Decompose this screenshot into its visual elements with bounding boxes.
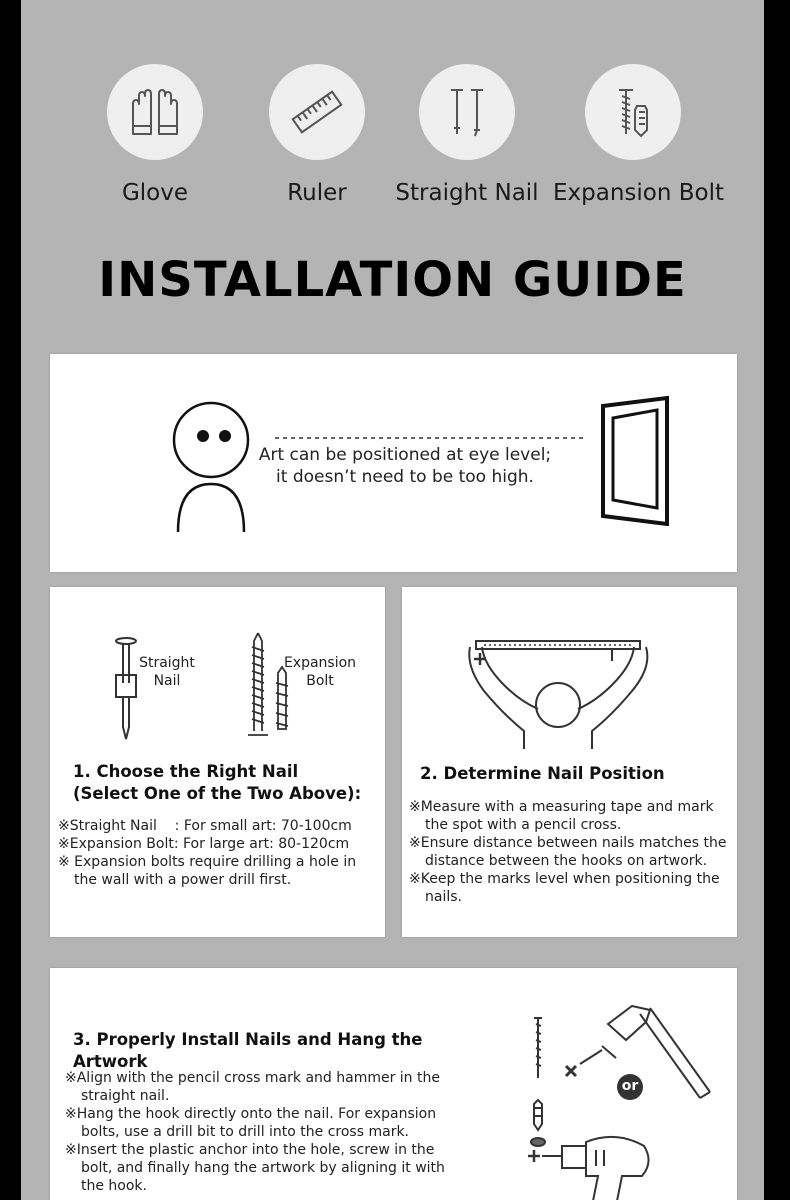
step3-card — [50, 968, 737, 1200]
eye-level-text: Art can be positioned at eye level; it doesn’t need to be too high. — [258, 445, 552, 487]
step1-card — [50, 587, 385, 937]
step2-notes — [409, 798, 734, 906]
tool-glove — [75, 64, 235, 206]
note-item: ※Hang the hook directly onto the nail. For expansion bolts, use a drill bit to drill into the cross mark. — [65, 1106, 437, 1140]
step3-title: 3. Properly Install Nails and Hang the Artwork — [73, 1030, 423, 1071]
step1-title: 1. Choose the Right Nail (Select One of the Two Above): — [73, 762, 362, 803]
step2-title: 2. Determine Nail Position — [420, 764, 665, 783]
measuring-person-illustration — [464, 631, 654, 751]
step1-notes — [58, 817, 376, 889]
tool-label: Ruler — [287, 180, 347, 206]
tool-label: Straight Nail — [395, 180, 539, 206]
straight-nail-icon — [437, 82, 497, 142]
note-item: ※Straight Nail : For small art: 70-100cm — [58, 818, 352, 834]
note-item: ※Measure with a measuring tape and mark the spot with a pencil cross. — [409, 799, 714, 833]
eye-level-card — [50, 354, 737, 572]
note-item: ※Expansion Bolt: For large art: 80-120cm — [58, 836, 350, 852]
note-item: ※Keep the marks level when positioning the nails. — [409, 871, 720, 905]
tool-label: Glove — [121, 180, 189, 206]
picture-frame-icon — [597, 396, 677, 526]
ruler-icon — [287, 82, 347, 142]
tool-straight-nail — [387, 64, 547, 206]
note-item: ※Align with the pencil cross mark and hammer in the straight nail. — [65, 1070, 440, 1104]
dashed-guide-line — [275, 436, 595, 440]
step2-card — [402, 587, 737, 937]
step3-notes — [65, 1069, 455, 1195]
tool-expansion-bolt — [553, 64, 725, 206]
or-badge: or — [617, 1074, 643, 1100]
straight-nail-label: Straight Nail — [139, 655, 195, 689]
note-item: ※Insert the plastic anchor into the hole, screw in the bolt, and finally hang the artwork by aligning it with the hook. — [65, 1142, 445, 1194]
note-item: ※ Expansion bolts require drilling a hole in the wall with a power drill first. — [58, 854, 357, 888]
glove-icon — [125, 82, 185, 142]
tool-ruler — [237, 64, 397, 206]
expansion-bolt-label: Expansion Bolt — [283, 655, 357, 689]
expansion-bolt-icon — [603, 82, 663, 142]
installation-guide-page — [21, 0, 764, 1200]
note-item: ※Ensure distance between nails matches the distance between the hooks on artwork. — [409, 835, 727, 869]
tool-label: Expansion Bolt — [553, 180, 725, 206]
hammer-drill-illustration — [500, 984, 720, 1200]
page-title: INSTALLATION GUIDE — [98, 252, 687, 308]
straight-nail-illustration — [106, 635, 146, 745]
